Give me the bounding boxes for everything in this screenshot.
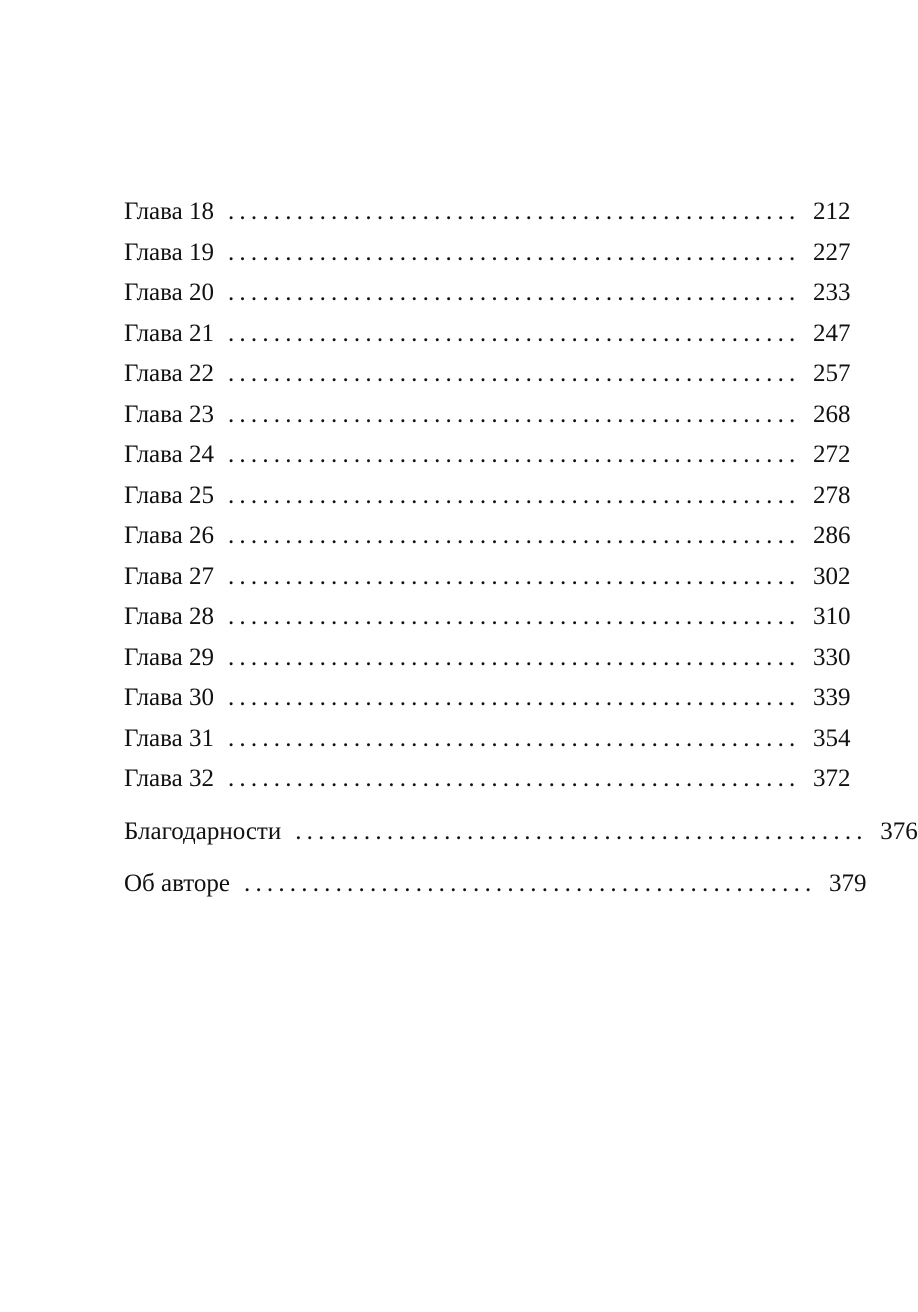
toc-entry-title: Глава 22: [124, 360, 214, 387]
toc-entry-page: 268: [812, 400, 851, 428]
toc-entry-title: Глава 25: [124, 481, 214, 509]
toc-entry: [124, 354, 851, 395]
toc-dot-leader: ..................................................: [227, 765, 801, 792]
toc-entry-page: 227: [812, 238, 851, 266]
toc-entry-title: Глава 28: [124, 603, 214, 630]
toc-entry-page: 286: [812, 522, 851, 549]
toc-entry-title: Глава 29: [124, 643, 214, 671]
toc-entry: [124, 719, 851, 760]
toc-entry-title: Глава 31: [124, 724, 214, 752]
toc-entry-page: 302: [812, 562, 851, 590]
toc-dot-leader: ..................................................: [227, 603, 801, 630]
toc-entry: [124, 638, 851, 679]
toc-dot-leader: ..................................................: [227, 238, 801, 266]
toc-dot-leader: ..................................................: [227, 319, 801, 347]
toc-entry-page: 247: [812, 319, 851, 347]
toc-entry: [124, 759, 851, 800]
toc-entry: [124, 395, 851, 436]
toc-entry: [124, 435, 851, 476]
toc-entry-page: 272: [812, 441, 851, 468]
toc-entry-page: 354: [812, 724, 851, 752]
toc-entry-title: Глава 18: [124, 198, 214, 225]
toc-entry-page: 330: [812, 643, 851, 671]
toc-entry: [124, 597, 851, 638]
toc-dot-leader: ..................................................: [227, 441, 801, 468]
table-of-contents: [124, 192, 918, 905]
toc-entry-page: 257: [812, 360, 851, 387]
toc-entry: [124, 516, 851, 557]
toc-entry-title: Глава 26: [124, 522, 214, 549]
toc-entry: [124, 678, 851, 719]
toc-entry-title: Глава 21: [124, 319, 214, 347]
toc-dot-leader: ..................................................: [227, 481, 801, 509]
toc-entry-page: 372: [812, 765, 851, 792]
toc-dot-leader: ..................................................: [227, 400, 801, 428]
toc-entry-about-author: [124, 864, 867, 905]
toc-dot-leader: ..................................................: [295, 817, 868, 845]
toc-entry: [124, 233, 851, 274]
toc-dot-leader: ..................................................: [227, 279, 801, 306]
toc-dot-leader: ..................................................: [244, 870, 817, 897]
toc-dot-leader: ..................................................: [227, 198, 801, 225]
toc-entry-page: 310: [812, 603, 851, 630]
toc-entry: [124, 476, 851, 517]
toc-dot-leader: ..................................................: [227, 562, 801, 590]
toc-dot-leader: ..................................................: [227, 643, 801, 671]
toc-entry-page: 376: [880, 817, 918, 845]
toc-entry: [124, 314, 851, 355]
toc-entry-title: Об авторе: [124, 870, 230, 897]
toc-entry-title: Глава 27: [124, 562, 214, 590]
toc-entry: [124, 192, 851, 233]
toc-dot-leader: ..................................................: [227, 684, 801, 711]
toc-entry: [124, 273, 851, 314]
toc-entry-title: Глава 23: [124, 400, 214, 428]
toc-entry-page: 379: [829, 870, 867, 897]
toc-entry-title: Глава 30: [124, 684, 214, 711]
toc-entry: [124, 557, 851, 598]
toc-entry-page: 278: [812, 481, 851, 509]
toc-entry-title: Глава 19: [124, 238, 214, 266]
toc-entry-title: Благодарности: [124, 817, 282, 845]
toc-entry-title: Глава 24: [124, 441, 214, 468]
toc-entry-page: 212: [812, 198, 851, 225]
toc-entry-acknowledgements: [124, 812, 918, 853]
toc-entry-title: Глава 20: [124, 279, 214, 306]
toc-dot-leader: ..................................................: [227, 522, 801, 549]
toc-dot-leader: ..................................................: [227, 724, 801, 752]
toc-dot-leader: ..................................................: [227, 360, 801, 387]
toc-entry-page: 233: [812, 279, 851, 306]
toc-entry-page: 339: [812, 684, 851, 711]
toc-entry-title: Глава 32: [124, 765, 214, 792]
